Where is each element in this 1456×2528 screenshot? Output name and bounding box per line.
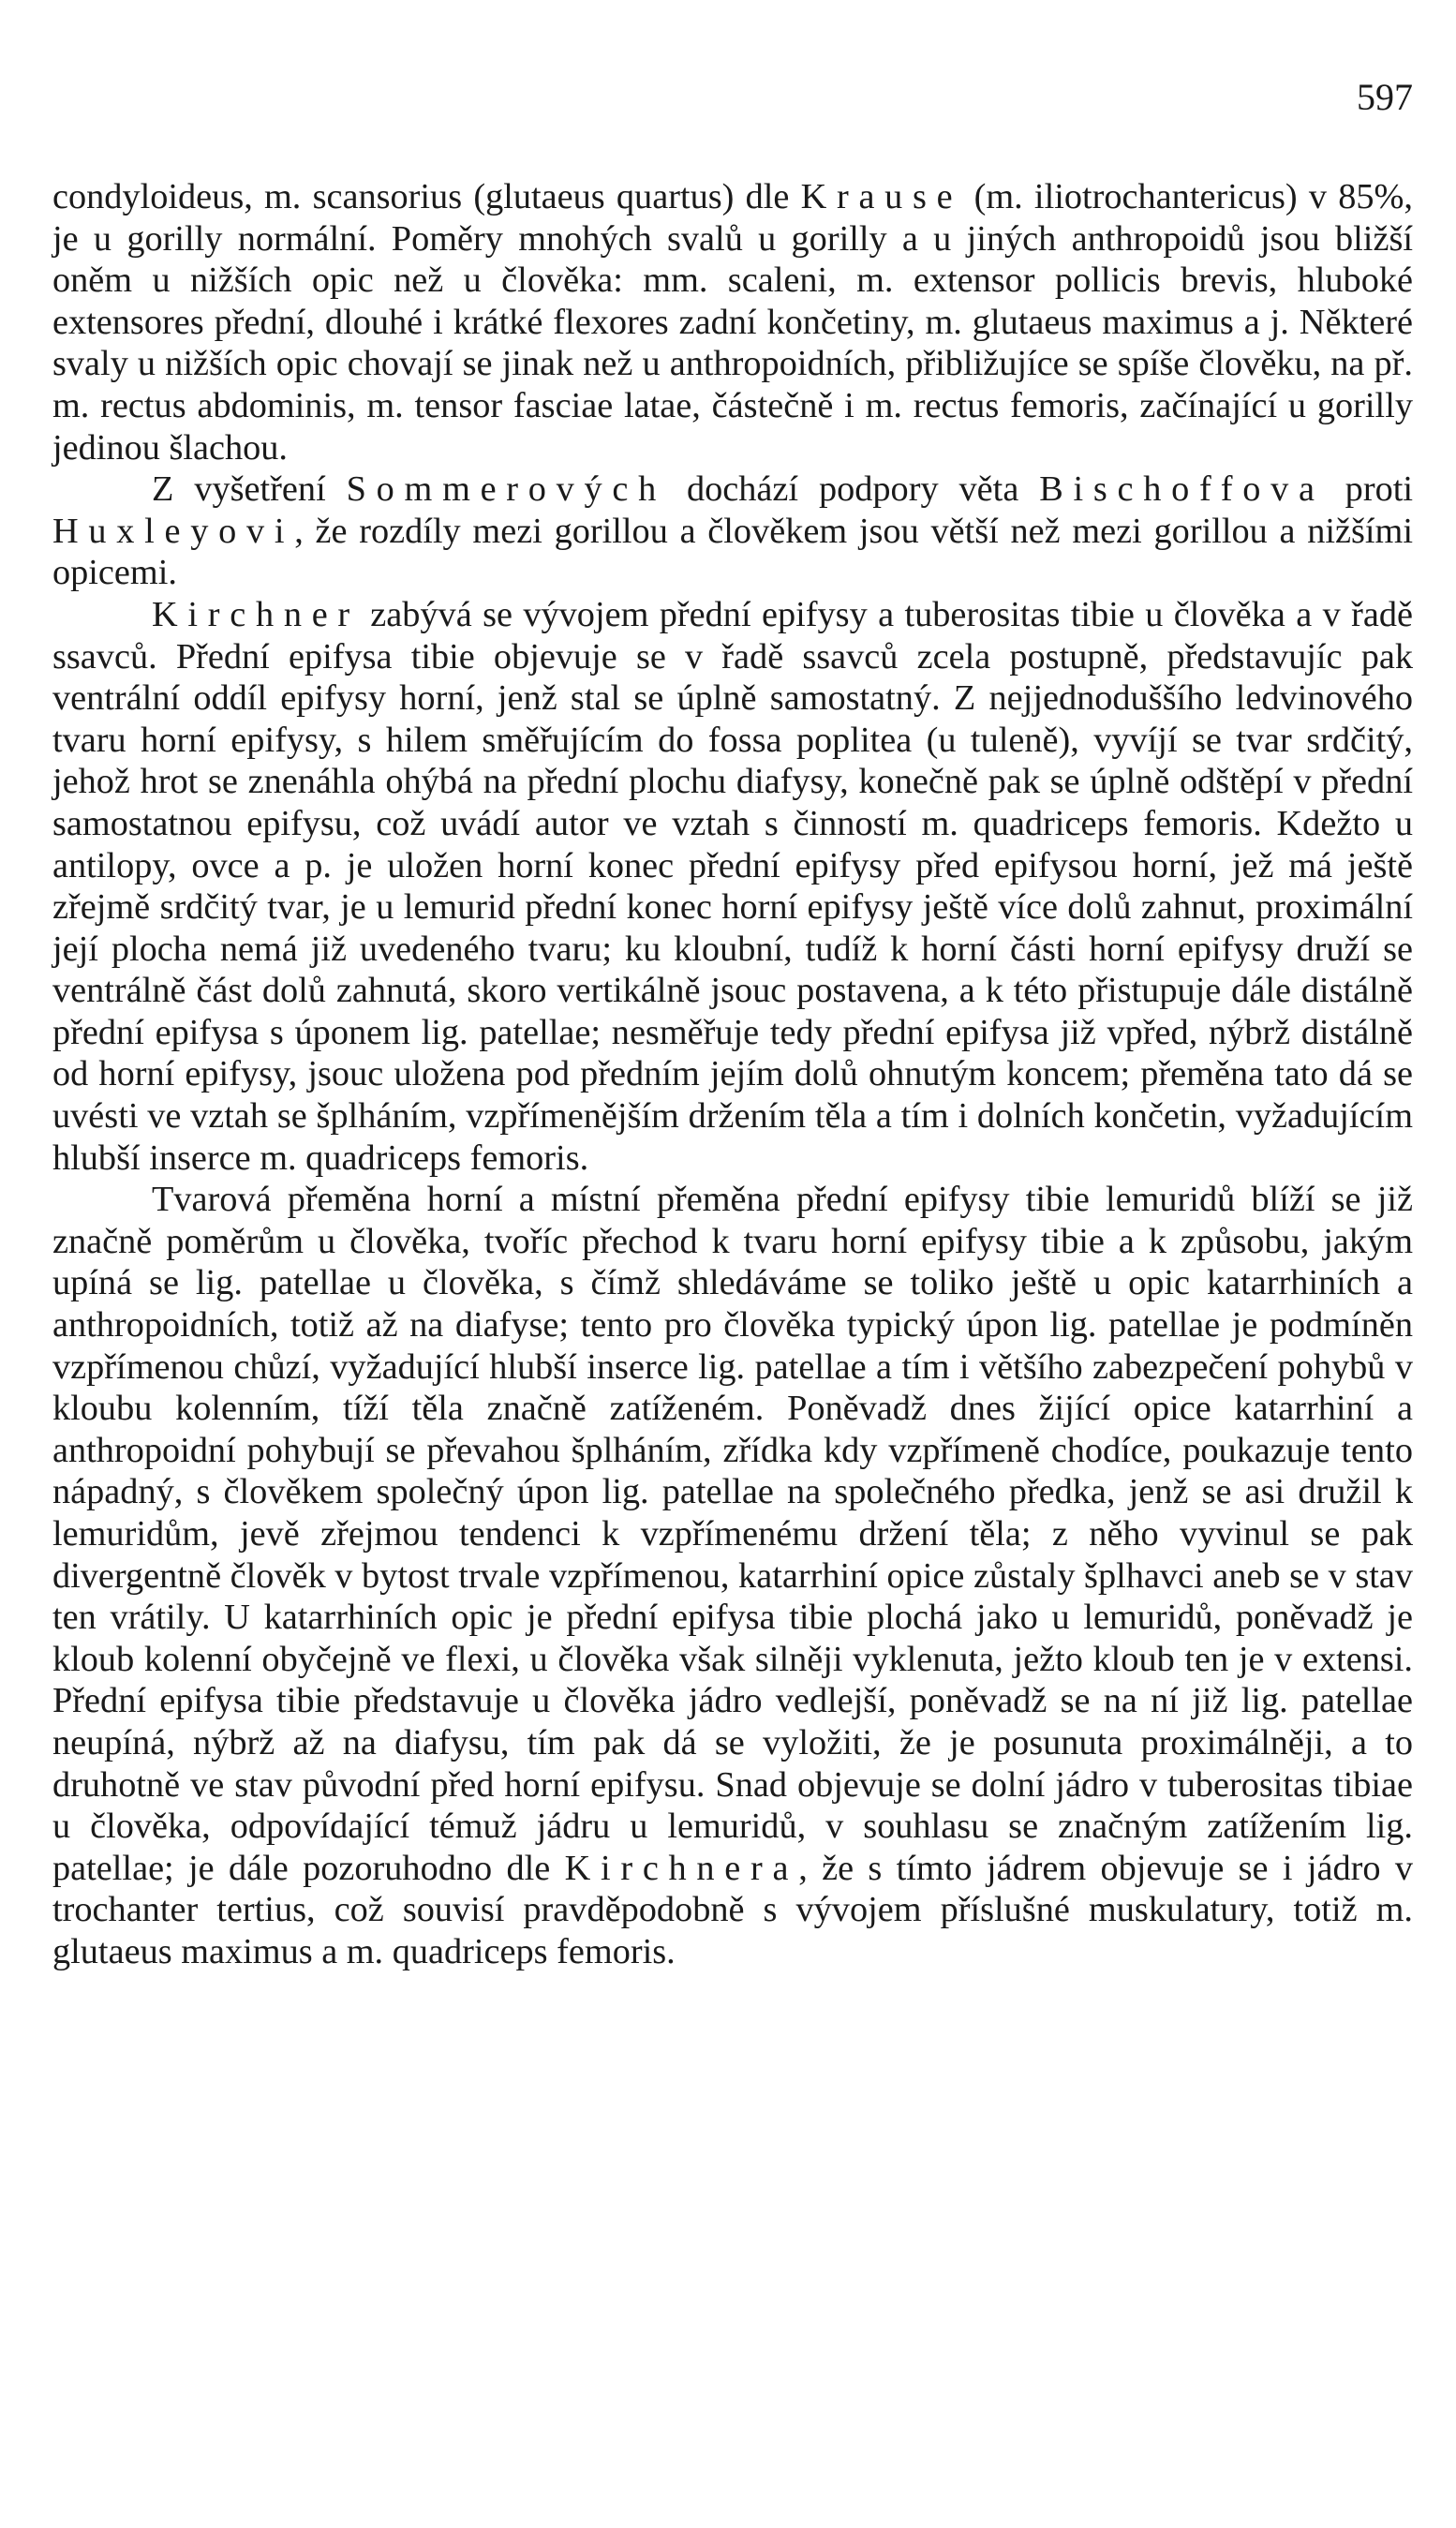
author-name-krause: Krause — [800, 177, 963, 216]
paragraph-1 — [52, 176, 1413, 468]
text-segment: Tvarová přeměna horní a místní přeměna přední epifysy tibie lemuridů blíží se již značně poměrům u člověka, tvoříc přechod k tvaru horní epifysy tibie a k způsobu, jakým upíná se lig. patellae u člověka, s čímž shledáváme se toliko ještě u opic katarrhiních a anthropoidních, totiž až na diafyse; tento pro člověka typický úpon lig. patellae je podmíněn vzpřímenou chůzí, vyžadující hlubší inserce lig. patellae a tím i většího zabezpečení pohybů v kloubu kolenním, tíží těla značně zatíženém. Poněvadž dnes žijící opice katarrhiní a anthropoidní pohybují se převahou šplháním, zřídka kdy vzpřímeně chodíce, poukazuje tento nápadný, s člověkem společný úpon lig. patellae na společného předka, jenž se asi družil k lemuridům, jevě zřejmou tendenci k vzpřímenému držení těla; z něho vyvinul se pak divergentně člověk v bytost trvale vzpřímenou, katarrhiní opice zůstaly šplhavci aneb se v stav ten vrátily. U katarrhiních opic je přední epifysa tibie plochá jako u lemuridů, poněvadž je kloub kolenní obyčejně ve flexi, u člověka však silněji vyklenuta, ježto kloub ten je v extensi. Přední epifysa tibie představuje u člověka jádro vedlejší, poněvadž se na ní již lig. patellae neupíná, nýbrž až na diafysu, tím pak dá se vyložiti, že je posunuta proximálněji, a to druhotně ve stav původní před horní epifysu. Snad objevuje se dolní jádro v tuberositas tibiae u člověka, odpovídající témuž jádru u lemuridů, v souhlasu se značným zatížením lig. patellae; je dále pozoruhodno dle — [52, 1180, 1414, 1888]
text-segment: (m. iliotrochantericus) v 85%, je u gorilly normální. Poměry mnohých svalů u gorilly a u jiných anthropoidů jsou bližší oněm u nižších opic než u člověka: mm. scaleni, m. extensor pollicis brevis, hluboké extensores přední, dlouhé i krátké flexores zadní končetiny, m. glutaeus maximus a j. Některé svaly u nižších opic chovají se jinak než u anthropoidních, přibližujíce se spíše člověku, na př. m. rectus abdominis, m. tensor fasciae latae, částečně i m. rectus femoris, začínající u gorilly jedinou šlachou. — [52, 177, 1413, 468]
paragraph-4 — [52, 1179, 1413, 1972]
text-segment: Z vyšetření — [152, 469, 347, 510]
paragraph-2 — [52, 468, 1413, 594]
text-segment: proti — [1324, 469, 1414, 510]
author-name-kirchnera: Kirchnera — [564, 1848, 799, 1888]
page-number: 597 — [1357, 76, 1413, 118]
author-name-sommer: Sommerových — [346, 469, 666, 510]
author-name-huxley: Huxleyovi — [52, 511, 295, 551]
author-name-bischoff: Bischoffova — [1039, 469, 1325, 510]
text-segment: , že rozdíly mezi gorillou a člověkem jsou větší než mezi gorillou a nižšími opicemi. — [52, 511, 1413, 593]
author-name-kirchner: Kirchner — [152, 594, 360, 634]
text-segment: dochází podpory věta — [666, 469, 1040, 510]
text-body — [52, 176, 1413, 1973]
text-segment: , že s tímto jádrem objevuje se i jádro v trochanter tertius, což souvisí pravděpodobně s vývojem příslušné muskulatury, totiž m. glutaeus maximus a m. quadriceps femoris. — [52, 1848, 1413, 1971]
text-segment: zabývá se vývojem přední epifysy a tuberositas tibie u člověka a v řadě ssavců. Přední epifysa tibie objevuje se v řadě ssavců zcela postupně, představujíc pak ventrální oddíl epifysy horní, jenž stal se úplně samostatný. Z nejjednoduššího ledvinového tvaru horní epifysy, s hilem směřujícím do fossa poplitea (u tuleně), vyvíjí se tvar srdčitý, jehož hrot se znenáhla ohýbá na přední plochu diafysy, konečně pak se úplně odštěpí v přední samostatnou epifysu, což uvádí autor ve vztah s činností m. quadriceps femoris. Kdežto u antilopy, ovce a p. je uložen horní konec přední epifysy před epifysou horní, jež má ještě zřejmě srdčitý tvar, je u lemurid přední konec horní epifysy ještě více dolů zahnut, proximální její plocha nemá již uvedeného tvaru; ku kloubní, tudíž k horní části horní epifysy druží se ventrálně část dolů zahnutá, skoro vertikálně jsouc postavena, a k této přistupuje dále distálně přední epifysa s úponem lig. patellae; nesměřuje tedy přední epifysa již vpřed, nýbrž distálně od horní epifysy, jsouc uložena pod předním jejím dolů ohnutým koncem; přeměna tato dá se uvésti ve vztah se šplháním, vzpřímenějším držením těla a tím i dolních končetin, vyžadujícím hlubší inserce m. quadriceps femoris. — [52, 594, 1413, 1178]
paragraph-3 — [52, 594, 1413, 1179]
text-segment: condyloideus, m. scansorius (glutaeus quartus) dle — [52, 177, 801, 216]
